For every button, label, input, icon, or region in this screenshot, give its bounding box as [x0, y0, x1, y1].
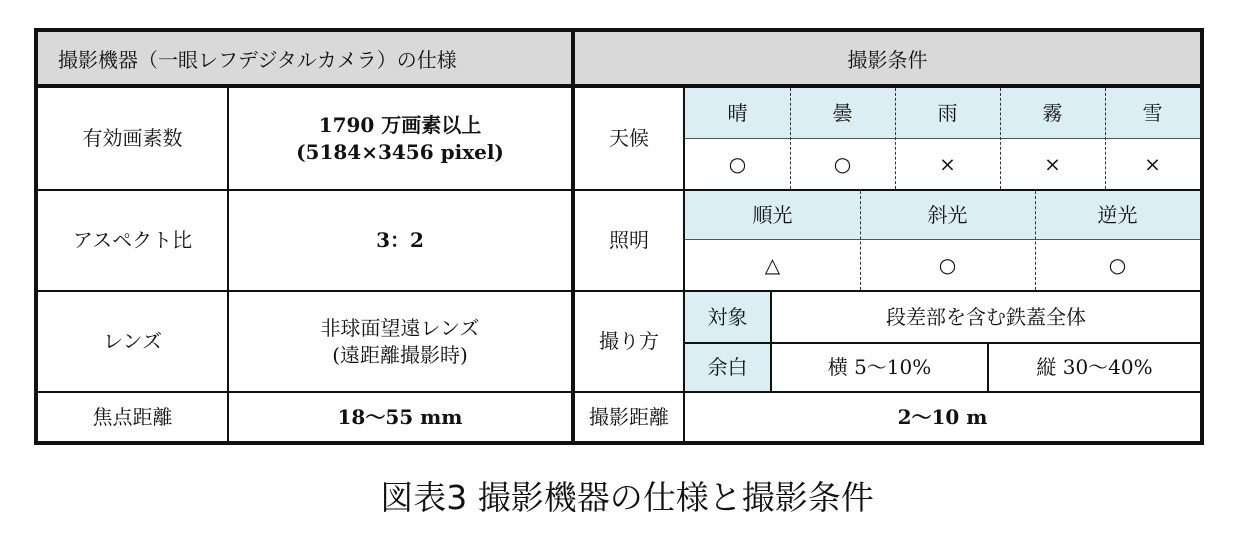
- camera-spec-header-text: 撮影機器（一眼レフデジタルカメラ）の仕様: [58, 47, 457, 72]
- lighting-header-back: 逆光: [1097, 202, 1138, 227]
- spec-label-pixels-text: 有効画素数: [82, 126, 183, 150]
- spec-value-lens: [229, 292, 571, 391]
- camera-spec-header: [38, 32, 571, 88]
- spec-value-lens-line2: (遠距離撮影時): [332, 342, 468, 367]
- weather-header-snow: 雪: [1142, 100, 1163, 125]
- weather-value-sunny: ○: [728, 151, 747, 176]
- distance-value: [685, 393, 1200, 441]
- spec-value-aspect: [229, 191, 571, 290]
- spec-value-focal-text: 18～55 mm: [337, 404, 463, 429]
- lighting-value-front: △: [764, 252, 781, 277]
- weather-header-rain: 雨: [937, 100, 958, 125]
- spec-value-pixels-line2: (5184×3456 pixel): [296, 139, 504, 164]
- lighting-label-text: 照明: [609, 228, 649, 252]
- lighting-value-oblique: ○: [938, 252, 957, 277]
- spec-value-pixels-line1: 1790 万画素以上: [318, 112, 482, 137]
- shooting-label: [575, 292, 683, 391]
- shooting-conditions-header-text: 撮影条件: [847, 47, 928, 72]
- spec-value-pixels: [229, 88, 571, 189]
- weather-value-rain: ×: [939, 151, 956, 176]
- lighting-label: [575, 191, 683, 290]
- distance-value-text: 2～10 m: [897, 404, 988, 429]
- weather-header-cloudy: 曇: [832, 100, 853, 125]
- spec-value-aspect-text: 3：2: [376, 228, 424, 252]
- spec-label-focal-text: 焦点距離: [92, 404, 173, 429]
- spec-value-focal: [229, 393, 571, 441]
- spec-value-lens-line1: 非球面望遠レンズ: [320, 315, 480, 340]
- spec-label-focal: [38, 393, 227, 441]
- target-value: 段差部を含む鉄蓋全体: [886, 304, 1086, 329]
- spec-label-lens: [38, 292, 227, 391]
- weather-header-sunny: 晴: [727, 100, 748, 125]
- camera-spec-panel: [38, 32, 571, 441]
- lighting-header-front: 順光: [752, 202, 793, 227]
- spec-table: [34, 28, 1204, 445]
- distance-label-text: 撮影距離: [589, 404, 669, 429]
- spec-label-pixels: [38, 88, 227, 189]
- margin-label: 余白: [707, 355, 748, 379]
- weather-header-fog: 霧: [1042, 100, 1063, 125]
- spec-label-aspect: [38, 191, 227, 290]
- spec-label-aspect-text: アスペクト比: [72, 228, 193, 252]
- weather-label: [575, 88, 683, 189]
- weather-label-text: 天候: [609, 126, 649, 150]
- target-label: 対象: [707, 304, 748, 329]
- weather-value-fog: ×: [1044, 151, 1061, 176]
- weather-value-snow: ×: [1144, 151, 1161, 176]
- margin-horizontal: 横 5～10%: [827, 355, 932, 379]
- margin-vertical: 縦 30～40%: [1036, 355, 1153, 379]
- shooting-conditions-panel: [575, 32, 1200, 441]
- lighting-header-oblique: 斜光: [927, 202, 968, 227]
- distance-label: [575, 393, 683, 441]
- shooting-conditions-header: [575, 32, 1200, 88]
- lighting-value-back: ○: [1108, 252, 1127, 277]
- figure-caption: 図表3 撮影機器の仕様と撮影条件: [380, 478, 874, 517]
- weather-value-cloudy: ○: [833, 151, 852, 176]
- shooting-label-text: 撮り方: [599, 329, 659, 353]
- spec-label-lens-text: レンズ: [103, 329, 162, 353]
